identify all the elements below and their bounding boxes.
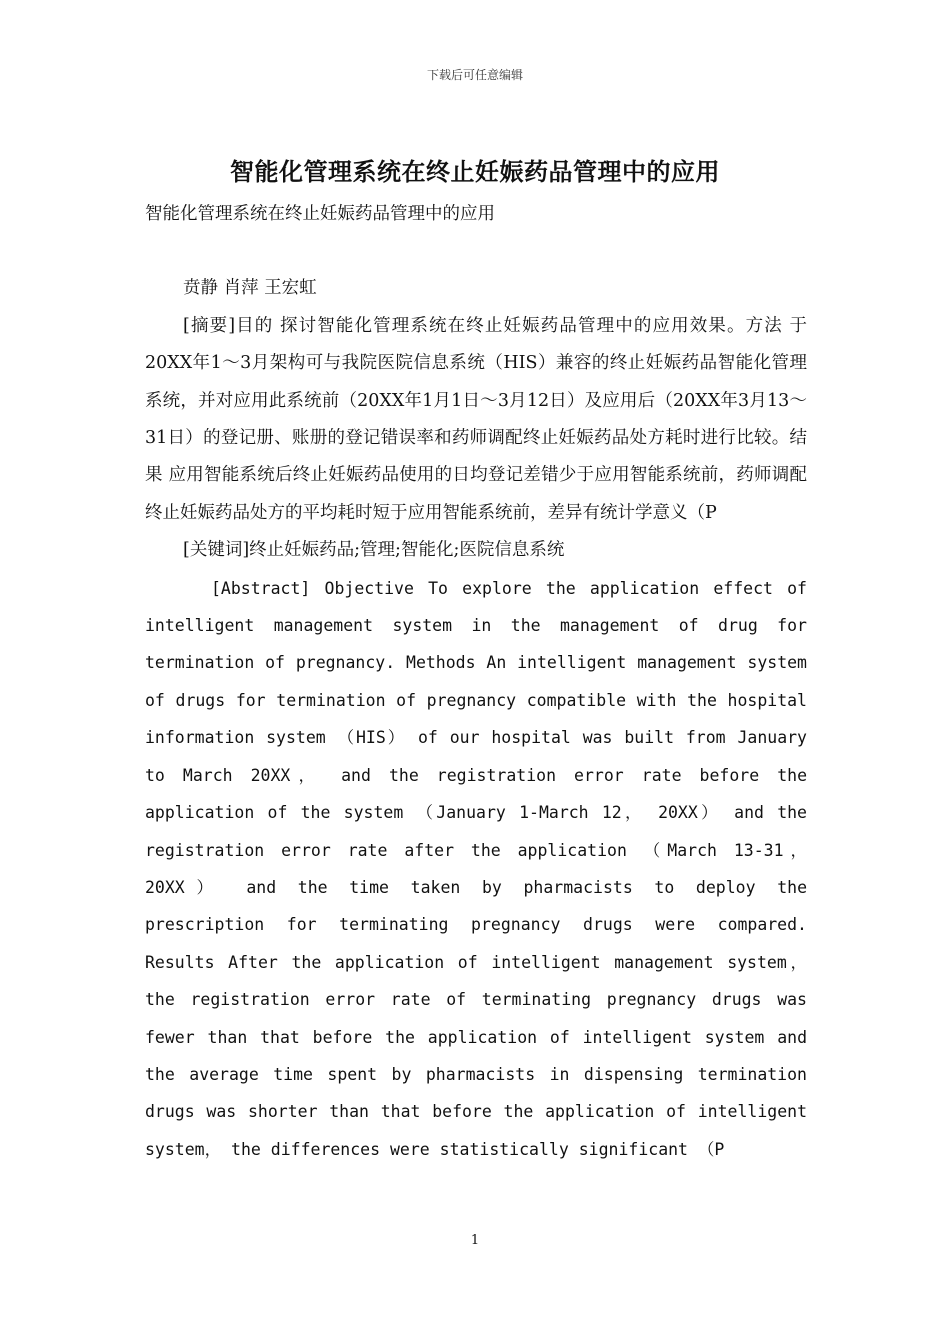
keywords: [关键词]终止妊娠药品;管理;智能化;医院信息系统 [183,540,565,561]
page-number: 1 [470,1233,480,1248]
header-note: 下载后可任意编辑 [426,68,523,82]
subtitle: 智能化管理系统在终止妊娠药品管理中的应用 [145,204,495,224]
document-title: 智能化管理系统在终止妊娠药品管理中的应用 [230,158,720,186]
abstract-english: [Abstract] Objective To explore the application effect of intelligent management system in the management of drug for termination of pregnancy. Methods An intelligent management system of drugs for termination of pregnancy compatible with the hospital information system （HIS） of our hospital was built from January to March 20XX， and the registration error rate before the application of the system （January 1-March 12， 20XX） and the registration error rate after the application （March 13-31， 20XX） and the time taken by pharmacists to deploy the prescription for terminating pregnancy drugs were compared. Results After the application of intelligent management system， the registration error rate of terminating pregnancy drugs was fewer than that before the application of intelligent system and the average time spent by pharmacists in dispensing termination drugs was shorter than that before the application of intelligent system， the differences were statistically significant （P [145,578,807,1159]
abstract-chinese: [摘要]目的 探讨智能化管理系统在终止妊娠药品管理中的应用效果。方法 于20XX年1～3月架构可与我院医院信息系统（HIS）兼容的终止妊娠药品智能化管理系统，并对应用此系统前（20XX年1月1日～3月12日）及应用后（20XX年3月13～31日）的登记册、账册的登记错误率和药师调配终止妊娠药品处方耗时进行比较。结果 应用智能系统后终止妊娠药品使用的日均登记差错少于应用智能系统前，药师调配终止妊娠药品处方的平均耗时短于应用智能系统前，差异有统计学意义（P [145,315,807,523]
authors: 贲静 肖萍 王宏虹 [183,278,317,299]
document-body [145,196,807,1168]
